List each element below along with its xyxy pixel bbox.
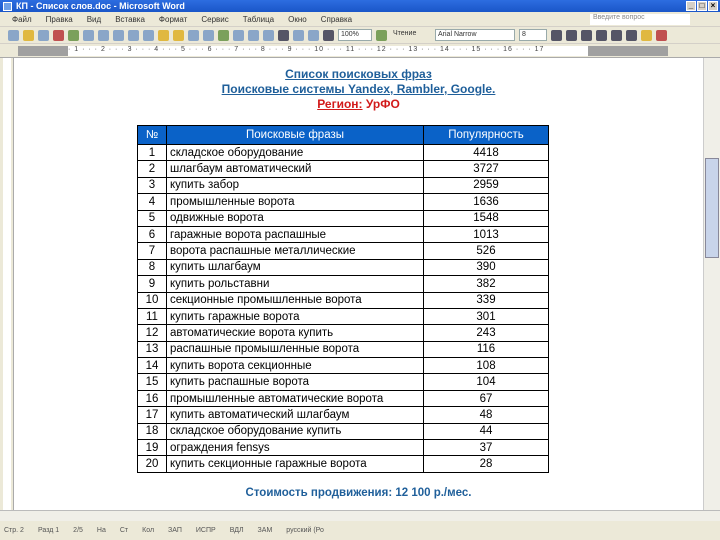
horizontal-scrollbar[interactable]: [0, 510, 720, 521]
row-number: 17: [138, 407, 167, 423]
print-preview-icon[interactable]: [83, 30, 94, 41]
row-number: 18: [138, 423, 167, 439]
row-popularity: 301: [424, 308, 549, 324]
align-left-icon[interactable]: [581, 30, 592, 41]
menu-item[interactable]: Таблица: [242, 14, 275, 24]
excel-icon[interactable]: [263, 30, 274, 41]
menu-item[interactable]: Правка: [45, 14, 73, 24]
redo-icon[interactable]: [203, 30, 214, 41]
undo-icon[interactable]: [188, 30, 199, 41]
row-phrase: купить распашные ворота: [167, 374, 424, 390]
row-phrase: ограждения fensys: [167, 440, 424, 456]
row-popularity: 1013: [424, 226, 549, 242]
spelling-icon[interactable]: [98, 30, 109, 41]
doc-subtitle: Поисковые системы Yandex, Rambler, Google.: [221, 82, 496, 96]
menu-item[interactable]: Файл: [12, 14, 32, 24]
columns-icon[interactable]: [278, 30, 289, 41]
row-popularity: 116: [424, 341, 549, 357]
reading-button[interactable]: Чтение: [391, 29, 431, 41]
row-phrase: секционные промышленные ворота: [167, 292, 424, 308]
open-icon[interactable]: [23, 30, 34, 41]
status-item: ЗАМ: [257, 527, 273, 534]
table-row: [138, 243, 549, 259]
region-label: Регион:: [317, 97, 363, 111]
row-number: 4: [138, 194, 167, 210]
table-row: [138, 407, 549, 423]
row-phrase: автоматические ворота купить: [167, 325, 424, 341]
row-number: 9: [138, 276, 167, 292]
ask-question-input[interactable]: Введите вопрос: [590, 14, 690, 25]
status-item: На: [96, 527, 106, 534]
row-popularity: 48: [424, 407, 549, 423]
row-phrase: шлагбаум автоматический: [167, 161, 424, 177]
table-row: [138, 325, 549, 341]
doc-title: Список поисковых фраз: [285, 67, 432, 81]
row-popularity: 339: [424, 292, 549, 308]
document-page[interactable]: [14, 58, 703, 510]
status-item: ИСПР: [195, 527, 216, 534]
row-popularity: 2959: [424, 177, 549, 193]
minimize-button[interactable]: _: [686, 1, 696, 11]
phrases-table: [137, 125, 549, 473]
row-phrase: купить автоматический шлагбаум: [167, 407, 424, 423]
close-button[interactable]: ×: [708, 1, 718, 11]
menu-item[interactable]: Вставка: [115, 14, 145, 24]
table-row: [138, 440, 549, 456]
scrollbar-thumb[interactable]: [705, 158, 719, 258]
zoom-select[interactable]: 100%: [338, 29, 372, 41]
status-item: Разд 1: [37, 527, 60, 534]
table-row: [138, 456, 549, 472]
status-item: ВДЛ: [229, 527, 244, 534]
copy-icon[interactable]: [143, 30, 154, 41]
table-row: [138, 358, 549, 374]
word-app-icon: [3, 2, 12, 11]
row-number: 14: [138, 358, 167, 374]
table-row: [138, 390, 549, 406]
tables-icon[interactable]: [233, 30, 244, 41]
table-row: [138, 423, 549, 439]
row-popularity: 1548: [424, 210, 549, 226]
row-number: 19: [138, 440, 167, 456]
print-icon[interactable]: [68, 30, 79, 41]
highlight-icon[interactable]: [641, 30, 652, 41]
row-popularity: 37: [424, 440, 549, 456]
align-center-icon[interactable]: [596, 30, 607, 41]
row-popularity: 526: [424, 243, 549, 259]
row-number: 1: [138, 145, 167, 161]
region-value: УрФО: [362, 97, 400, 111]
new-icon[interactable]: [8, 30, 19, 41]
table-row: [138, 161, 549, 177]
status-item: 2/5: [73, 527, 83, 534]
row-number: 15: [138, 374, 167, 390]
research-icon[interactable]: [113, 30, 124, 41]
table-row: [138, 210, 549, 226]
ruler-scale: · 1 · · · 2 · · · 3 · · · 4 · · · 5 · · · 6 · · · 7 · · · 8 · · · 9 · · · 10 · · · 11 · · · 12 · · · 13 · · · 14 · · · 15 · · · 16 · · · 17: [68, 46, 588, 56]
row-popularity: 44: [424, 423, 549, 439]
table-row: [138, 226, 549, 242]
status-item: ЗАП: [168, 527, 182, 534]
font-size-select[interactable]: 8: [519, 29, 547, 41]
status-item: Кол: [142, 527, 155, 534]
row-number: 10: [138, 292, 167, 308]
underline-icon[interactable]: [566, 30, 577, 41]
row-number: 11: [138, 308, 167, 324]
row-number: 2: [138, 161, 167, 177]
row-popularity: 4418: [424, 145, 549, 161]
header-phrases: Поисковые фразы: [167, 126, 424, 145]
row-phrase: промышленные автоматические ворота: [167, 390, 424, 406]
row-number: 7: [138, 243, 167, 259]
bold-icon[interactable]: [551, 30, 562, 41]
table-row: [138, 259, 549, 275]
menu-item[interactable]: Справка: [320, 14, 353, 24]
status-bar: [0, 521, 720, 540]
menu-item[interactable]: Формат: [158, 14, 188, 24]
format-painter-icon[interactable]: [173, 30, 184, 41]
title-bar: [0, 0, 720, 12]
drawing-icon[interactable]: [293, 30, 304, 41]
horizontal-ruler[interactable]: [0, 44, 720, 58]
font-color-icon[interactable]: [656, 30, 667, 41]
ruler-margin-left: [18, 46, 68, 56]
row-number: 13: [138, 341, 167, 357]
row-popularity: 1636: [424, 194, 549, 210]
row-phrase: купить рольставни: [167, 276, 424, 292]
row-phrase: купить ворота секционные: [167, 358, 424, 374]
menu-item[interactable]: Окно: [288, 14, 307, 24]
table-row: [138, 308, 549, 324]
row-phrase: купить забор: [167, 177, 424, 193]
row-number: 16: [138, 390, 167, 406]
hyperlink-icon[interactable]: [218, 30, 229, 41]
menu-item[interactable]: Вид: [86, 14, 102, 24]
row-number: 20: [138, 456, 167, 472]
row-popularity: 67: [424, 390, 549, 406]
insert-table-icon[interactable]: [248, 30, 259, 41]
font-select[interactable]: Arial Narrow: [435, 29, 515, 41]
header-popularity: Популярность: [424, 126, 549, 145]
row-number: 8: [138, 259, 167, 275]
vertical-scrollbar[interactable]: [703, 58, 720, 510]
align-right-icon[interactable]: [611, 30, 622, 41]
row-number: 12: [138, 325, 167, 341]
row-popularity: 108: [424, 358, 549, 374]
status-item: Ст: [119, 527, 129, 534]
help-icon[interactable]: [376, 30, 387, 41]
show-formatting-icon[interactable]: [323, 30, 334, 41]
row-popularity: 104: [424, 374, 549, 390]
table-row: [138, 341, 549, 357]
row-popularity: 28: [424, 456, 549, 472]
row-phrase: купить шлагбаум: [167, 259, 424, 275]
table-row: [138, 276, 549, 292]
status-item: Стр. 2: [4, 527, 24, 534]
window-title: КП - Список слов.doc - Microsoft Word: [16, 1, 185, 11]
toolbar: [0, 27, 720, 43]
status-item: русский (Ро: [286, 527, 324, 534]
promotion-cost: Стоимость продвижения: 12 100 р./мес.: [245, 487, 472, 499]
row-popularity: 382: [424, 276, 549, 292]
maximize-button[interactable]: □: [697, 1, 707, 11]
cut-icon[interactable]: [128, 30, 139, 41]
row-phrase: распашные промышленные ворота: [167, 341, 424, 357]
row-phrase: купить секционные гаражные ворота: [167, 456, 424, 472]
vertical-ruler[interactable]: [0, 58, 14, 510]
table-row: [138, 177, 549, 193]
menu-item[interactable]: Сервис: [201, 14, 229, 24]
row-popularity: 243: [424, 325, 549, 341]
table-row: [138, 292, 549, 308]
header-number: №: [138, 126, 167, 145]
ruler-margin-right: [588, 46, 668, 56]
row-number: 6: [138, 226, 167, 242]
row-phrase: гаражные ворота распашные: [167, 226, 424, 242]
table-row: [138, 374, 549, 390]
row-phrase: ворота распашные металлические: [167, 243, 424, 259]
row-phrase: складское оборудование купить: [167, 423, 424, 439]
row-popularity: 390: [424, 259, 549, 275]
row-number: 3: [138, 177, 167, 193]
table-row: [138, 194, 549, 210]
permission-icon[interactable]: [53, 30, 64, 41]
justify-icon[interactable]: [626, 30, 637, 41]
save-icon[interactable]: [38, 30, 49, 41]
paste-icon[interactable]: [158, 30, 169, 41]
row-phrase: купить гаражные ворота: [167, 308, 424, 324]
table-row: [138, 145, 549, 161]
row-phrase: промышленные ворота: [167, 194, 424, 210]
row-phrase: складское оборудование: [167, 145, 424, 161]
row-phrase: одвижные ворота: [167, 210, 424, 226]
row-number: 5: [138, 210, 167, 226]
row-popularity: 3727: [424, 161, 549, 177]
document-map-icon[interactable]: [308, 30, 319, 41]
vertical-ruler-scale: [3, 58, 11, 510]
